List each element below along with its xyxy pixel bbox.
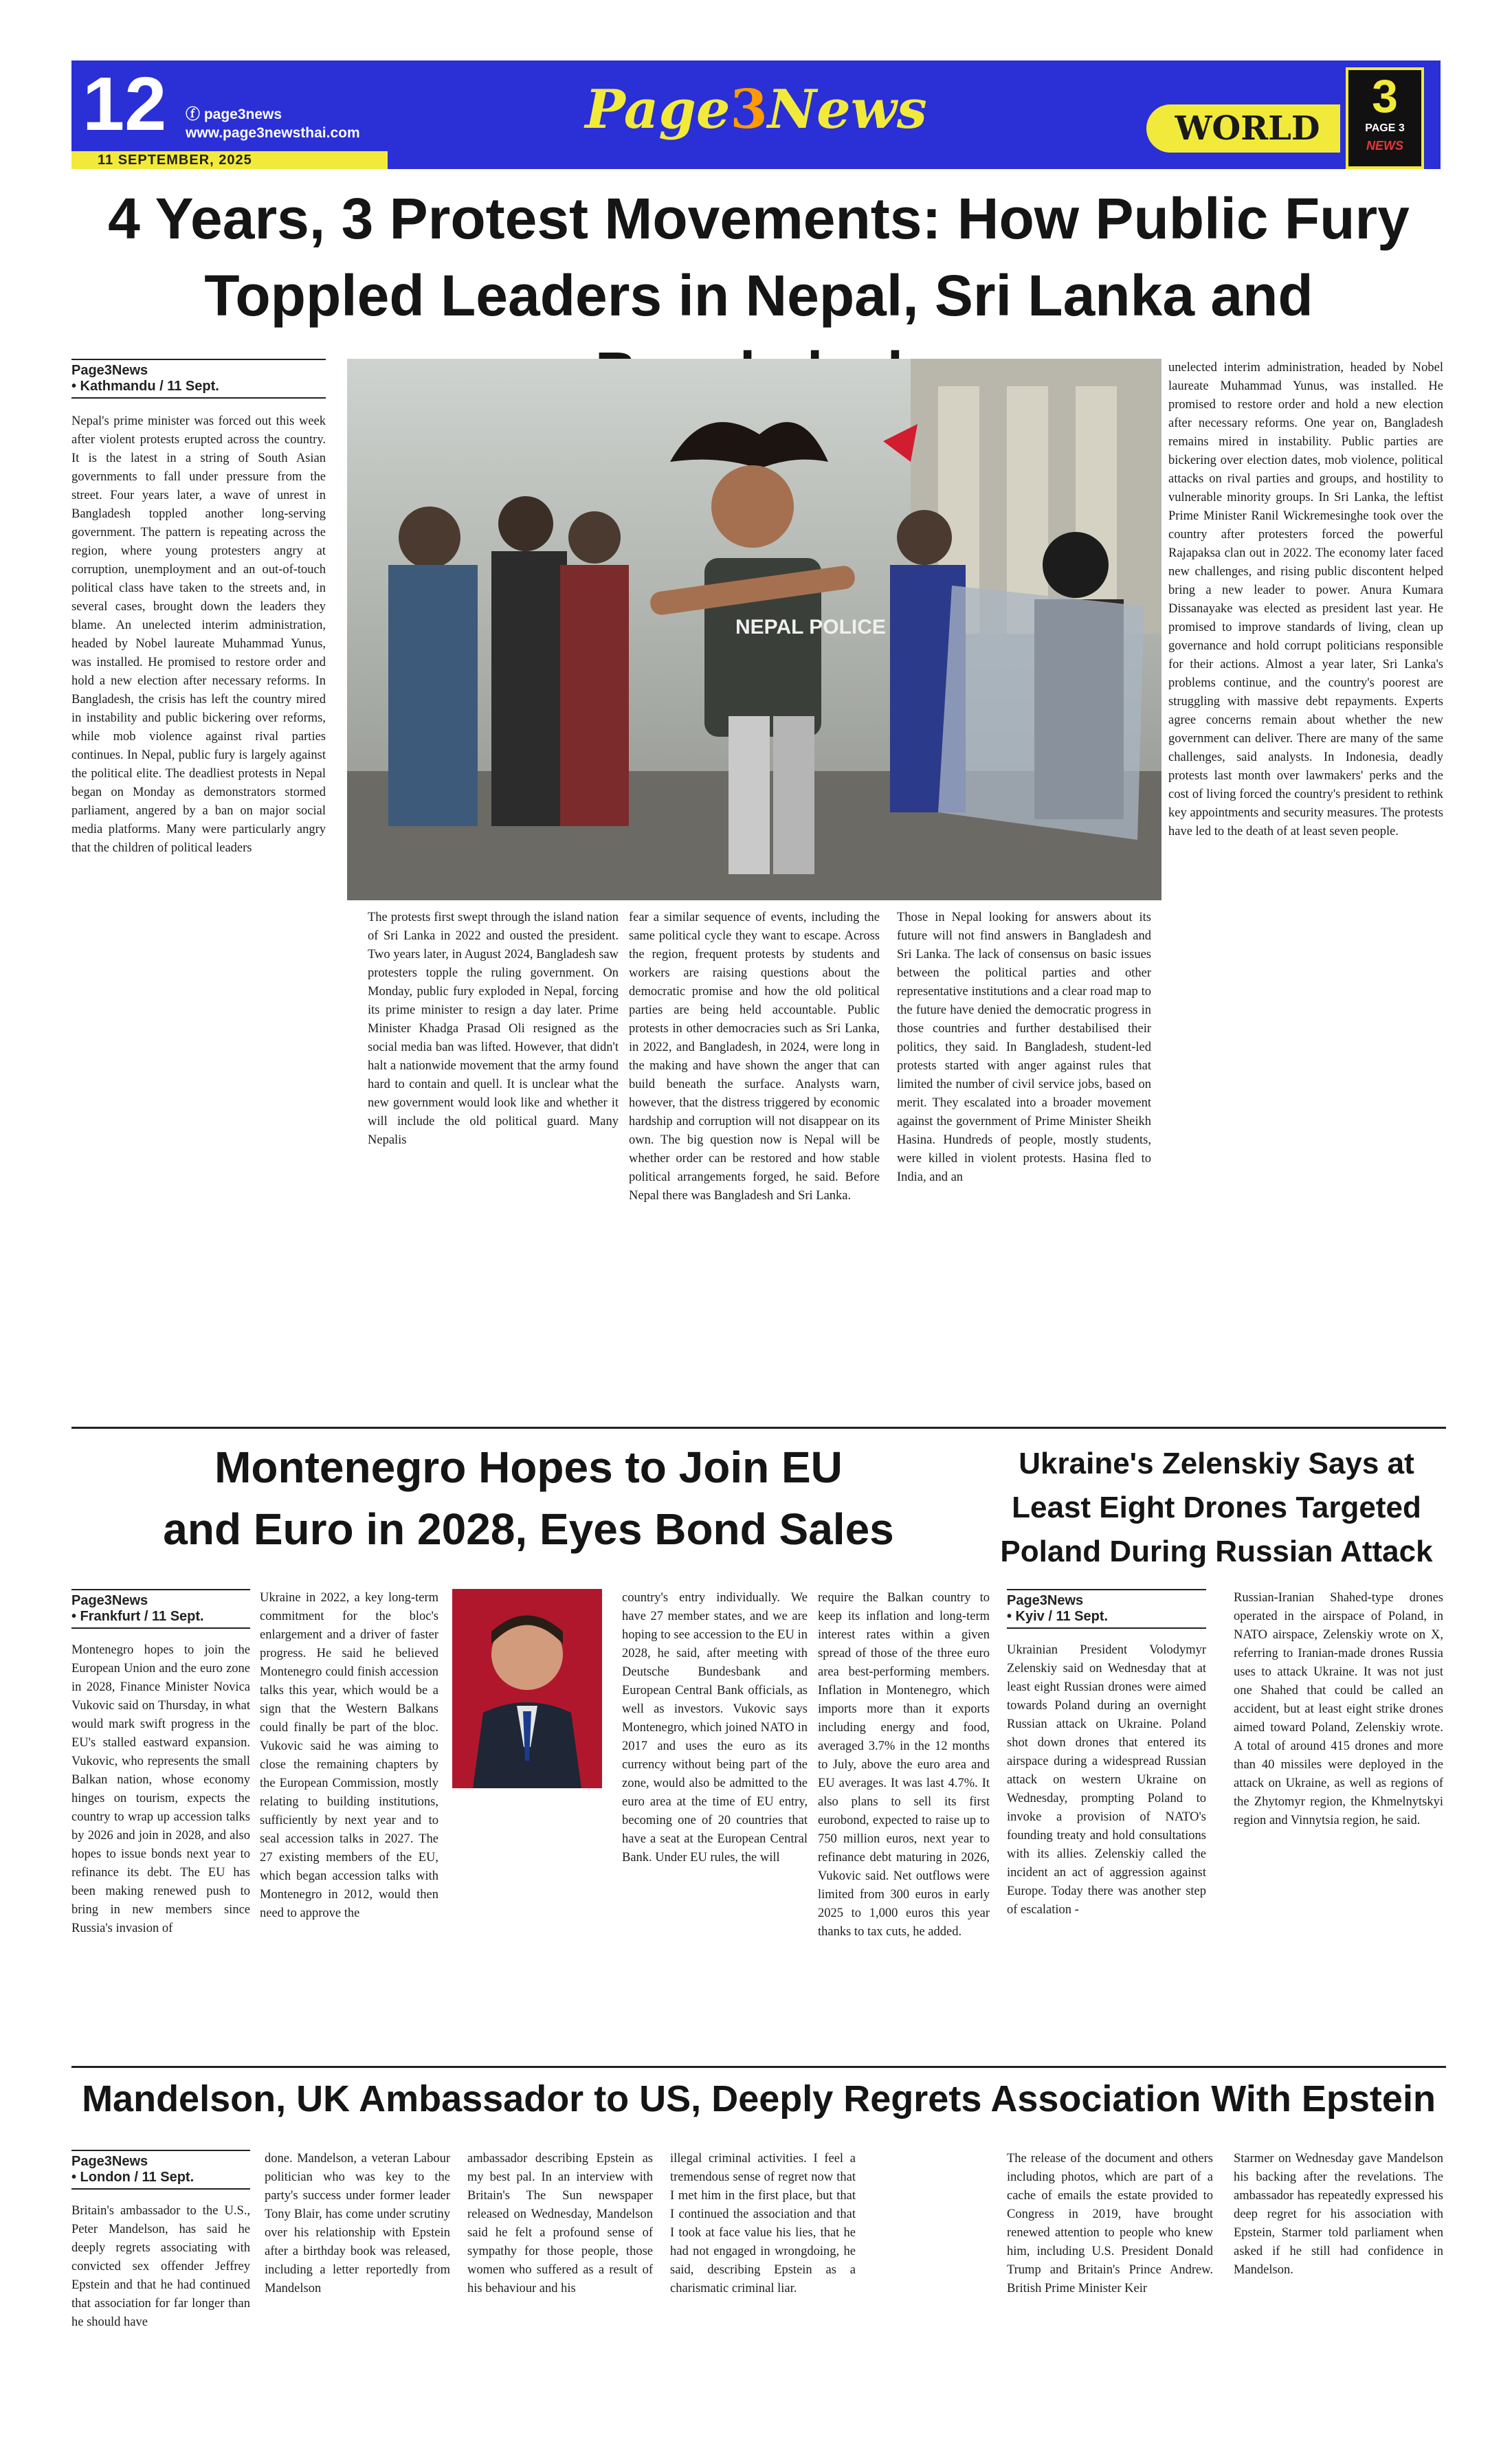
- story3-column-1: Ukrainian President Volodymyr Zelenskiy said on Wednesday that at least eight Russian drones were aimed towards Poland during an overnight Russian attack on Ukraine. Poland shot down drones that entered its airspace during a widespread Russian attack on western Ukraine on Wednesday, prompting Poland to invoke a provision of NATO's founding treaty and hold consultations with its allies. Zelenskiy called the incident an act of aggression against Europe. Today there was another step of escalation -: [1007, 1643, 1206, 1917]
- story4-column-6: Starmer on Wednesday gave Mandelson his backing after the revelations. The ambassador has repeatedly expressed his deep regret for his association with Epstein, Starmer told parliament when asked if he still had confidence in Mandelson.: [1234, 2152, 1443, 2277]
- story1-column-1: Nepal's prime minister was forced out this week after violent protests erupted across the country. It is the latest in a string of South Asian governments to fall under pressure from the street. Four years later, a wave of unrest in Bangladesh toppled another long-serving government. The pattern is repeating across the region, where young protesters angry at corruption, unemployment and an out-of-touch political class have taken to the streets and, in several cases, brought down the leaders they blame. An unelected interim administration, headed by Nobel laureate Muhammad Yunus, was installed. He promised to restore order and hold a new election after necessary reforms. In Bangladesh, the crisis has left the country mired in instability and public bickering over reforms, while mob violence against rival parties continues. In Nepal, public fury is largely against the political elite. The deadliest protests in Nepal began on Monday as demonstrators stormed parliament, angered by a ban on major social media platforms. Many were particularly angry that the children of political leaders: [71, 414, 326, 855]
- story4-column-2: done. Mandelson, a veteran Labour politician who was key to the party's success under former leader Tony Blair, has come under scrutiny over his relationship with Epstein after a birthday book was released, including a letter reportedly from Mandelson: [265, 2152, 450, 2295]
- story2-column-2-top: Ukraine in 2022, a key long-term commitment for the bloc's enlargement and a driver of faster progress. He said he believed Montenegro could finish accession talks this year, which would be a sign that the Western Balkans could finally be part of the bloc. Vukovic said he was aiming to close the remaining chapters by the European Commission, mostly relating to building institutions, sufficiently by next year and to seal accession talks in 2027. The 27 existing members of the EU, which began accession talks with Montenegro in 2012, would then need to approve the: [260, 1591, 438, 1920]
- story2-byline: Page3News • Frankfurt / 11 Sept.: [71, 1589, 250, 1629]
- facebook-icon: ⓕ: [186, 107, 204, 122]
- logo-line1: PAGE 3: [1365, 122, 1405, 134]
- logo-number: 3: [1372, 70, 1398, 122]
- story1-byline: Page3News • Kathmandu / 11 Sept.: [71, 359, 326, 399]
- story1-headline: 4 Years, 3 Protest Movements: How Public Fury Toppled Leaders in Nepal, Sri Lanka and: [108, 186, 1410, 328]
- story4-headline: Mandelson, UK Ambassador to US, Deeply Regrets Association With Epstein: [82, 2078, 1436, 2119]
- story1-column-5: unelected interim administration, headed by Nobel laureate Muhammad Yunus, was installed. He promised to restore order and hold a new election after necessary reforms. One year on, Bangladesh remains mired in instability. Public parties are bickering over election dates, mob violence, political attacks on rival parties and groups, and hostility to vulnerable minority groups. In Sri Lanka, the leftist Prime Minister Ranil Wickremesinghe took over the country after protesters forced the powerful Rajapaksa clan out in 2022. The economy later faced new challenges, and rising public discontent helped bring a new leader to power. Anura Kumara Dissanayake was elected as president last year. He promised to improve standards of living, clean up governance and hold corrupt politicians responsible for their actions. Almost a year later, Sri Lanka's problems continue, and the country's poorest are struggling with massive debt repayments. Experts agree concerns remain about whether the new government can deliver. There are many of the same challenges, said analysts. In Indonesia, deadly protests last month over lawmakers' perks and the cost of living forced the country's president to rethink key appointments and security measures. The protests have led to the death of at least seven people.: [1168, 361, 1443, 838]
- story2-photo: [452, 1589, 602, 1788]
- story4-column-3: ambassador describing Epstein as my best pal. In an interview with Britain's The Sun newspaper released on Wednesday, Mandelson said he felt a profound sense of sympathy for those people, those women who suffered as a result of his behaviour and his: [467, 2152, 653, 2295]
- issue-date: 11 SEPTEMBER, 2025: [98, 153, 252, 168]
- section-divider-2: [71, 2066, 1446, 2068]
- story3-headline: Ukraine's Zelenskiy Says at Least Eight Drones Targeted Poland During Russian Attack: [1000, 1447, 1433, 1568]
- story3-column-2: Russian-Iranian Shahed-type drones operated in the airspace of Poland, in NATO airspace, Zelenskiy wrote on X, referring to Iranian-made drones Russia uses to attack Ukraine. It was not just one Shahed that could be called an accident, but at least eight strike drones aimed toward Poland, Zelenskiy wrote. A total of around 415 drones and more than 40 missiles were deployed in the attack on Ukraine, as well as regions of the Zhytomyr region, the Khmelnytskyi region and Vinnytsia region, he said.: [1234, 1591, 1443, 1827]
- story3-byline: Page3News • Kyiv / 11 Sept.: [1007, 1589, 1206, 1629]
- story4-byline: Page3News • London / 11 Sept.: [71, 2150, 250, 2190]
- logo-line2: NEWS: [1366, 139, 1403, 153]
- story1-column-3: fear a similar sequence of events, including the same political cycle they want to escape. Across the region, frequent protests by students and workers are raising questions about the democratic promise and how the old political parties are being held accountable. Public protests in other democracies such as Sri Lanka, in 2022, and Bangladesh, in 2024, were long in the making and have shown the anger that can build beneath the surface. Analysts warn, however, that the distress triggered by economic hardship and corruption will not disappear on its own. The big question now is Nepal will be whether order can be restored and how stable political arrangements forged, he said. Before Nepal there was Bangladesh and Sri Lanka.: [629, 911, 880, 1203]
- website-link[interactable]: www.page3newsthai.com: [186, 125, 360, 141]
- story1-photo: [347, 359, 1161, 900]
- vest-label: NEPAL POLICE: [735, 616, 886, 638]
- story2-column-3: country's entry individually. We have 27 member states, and we are hoping to see accession to the EU in 2028, he said, after meeting with Deutsche Bundesbank and European Central Bank officials, as well as investors. Vukovic says Montenegro, which joined NATO in 2017 and uses the euro as its currency without being part of the zone, would also be admitted to the euro area at the time of EU entry, becoming one of 20 countries that have a seat at the European Central Bank. Under EU rules, the will: [622, 1591, 808, 1865]
- story1-column-2: The protests first swept through the island nation of Sri Lanka in 2022 and ousted the president. Two years later, in August 2024, Bangladesh saw protesters topple the ruling government. On Monday, public fury exploded in Nepal, forcing its prime minister to resign a day later. Prime Minister Khadga Prasad Oli resigned as the social media ban was lifted. However, that didn't halt a nationwide movement that the army found hard to contain and quell. It is unclear what the new government would look like and whether it will include the old political guard. Many Nepalis: [368, 911, 619, 1147]
- story4-column-4: illegal criminal activities. I feel a tremendous sense of regret now that I met him in the first place, but that I continued the association and that I took at face value his lies, that he had not engaged in wrongdoing, he said, describing Epstein as a charismatic criminal liar.: [670, 2152, 856, 2295]
- brand-wordmark: Page3News: [585, 78, 927, 141]
- page-number: 12: [82, 62, 167, 146]
- story4-column-5: The release of the document and others including photos, which are part of a cache of emails the estate provided to Congress in 2019, have brought renewed attention to people who knew him, including U.S. President Donald Trump and Britain's Prince Andrew. British Prime Minister Keir: [1007, 2152, 1213, 2295]
- story2-column-4: require the Balkan country to keep its inflation and long-term interest rates within a given spread of those of the three euro area best-performing members. Inflation in Montenegro, which imports more than it exports including energy and food, averaged 3.7% in the 12 months to July, above the euro area and EU averages. It was last 4.7%. It also plans to sell its first eurobond, expected to raise up to 750 million euros, next year to refinance debt maturing in 2026, Vukovic said. Net outflows were limited from 300 euros in early 2025 to 1,000 euros this year thanks to tax cuts, he added.: [818, 1591, 990, 1939]
- social-handle[interactable]: ⓕ page3news: [186, 107, 282, 122]
- story2-column-1: Montenegro hopes to join the European Union and the euro zone in 2028, Finance Minister Novica Vukovic said on Thursday, in what would mark swift progress in the EU's stalled eastward expansion. Vukovic, who represents the small Balkan nation, whose economy hinges on tourism, expects the country to wrap up accession talks by 2026 and join in 2028, and also hopes to issue bonds next year to refinance its debt. The EU has been making renewed push to bring in new members since Russia's invasion of: [71, 1643, 250, 1935]
- section-divider: [71, 1427, 1446, 1429]
- section-label: WORLD: [1175, 109, 1320, 148]
- story1-column-4: Those in Nepal looking for answers about its future will not find answers in Bangladesh and Sri Lanka. The lack of consensus on basic issues between the political parties and other representative institutions and a clear road map to the future have denied the democratic progress in those countries and further destabilised their politics, they said. In Bangladesh, student-led protests started with anger against rules that limited the number of civil service jobs, based on merit. They escalated into a broader movement against the government of Prime Minister Sheikh Hasina. Hundreds of people, mostly students, were killed in violent protests. Hasina fled to India, and an: [897, 911, 1151, 1184]
- story4-column-1: Britain's ambassador to the U.S., Peter Mandelson, has said he deeply regrets associating with convicted sex offender Jeffrey Epstein and that he had continued that association for far longer than he should have: [71, 2204, 250, 2329]
- story2-headline: Montenegro Hopes to Join EU and Euro in 2028, Eyes Bond Sales: [163, 1443, 894, 1554]
